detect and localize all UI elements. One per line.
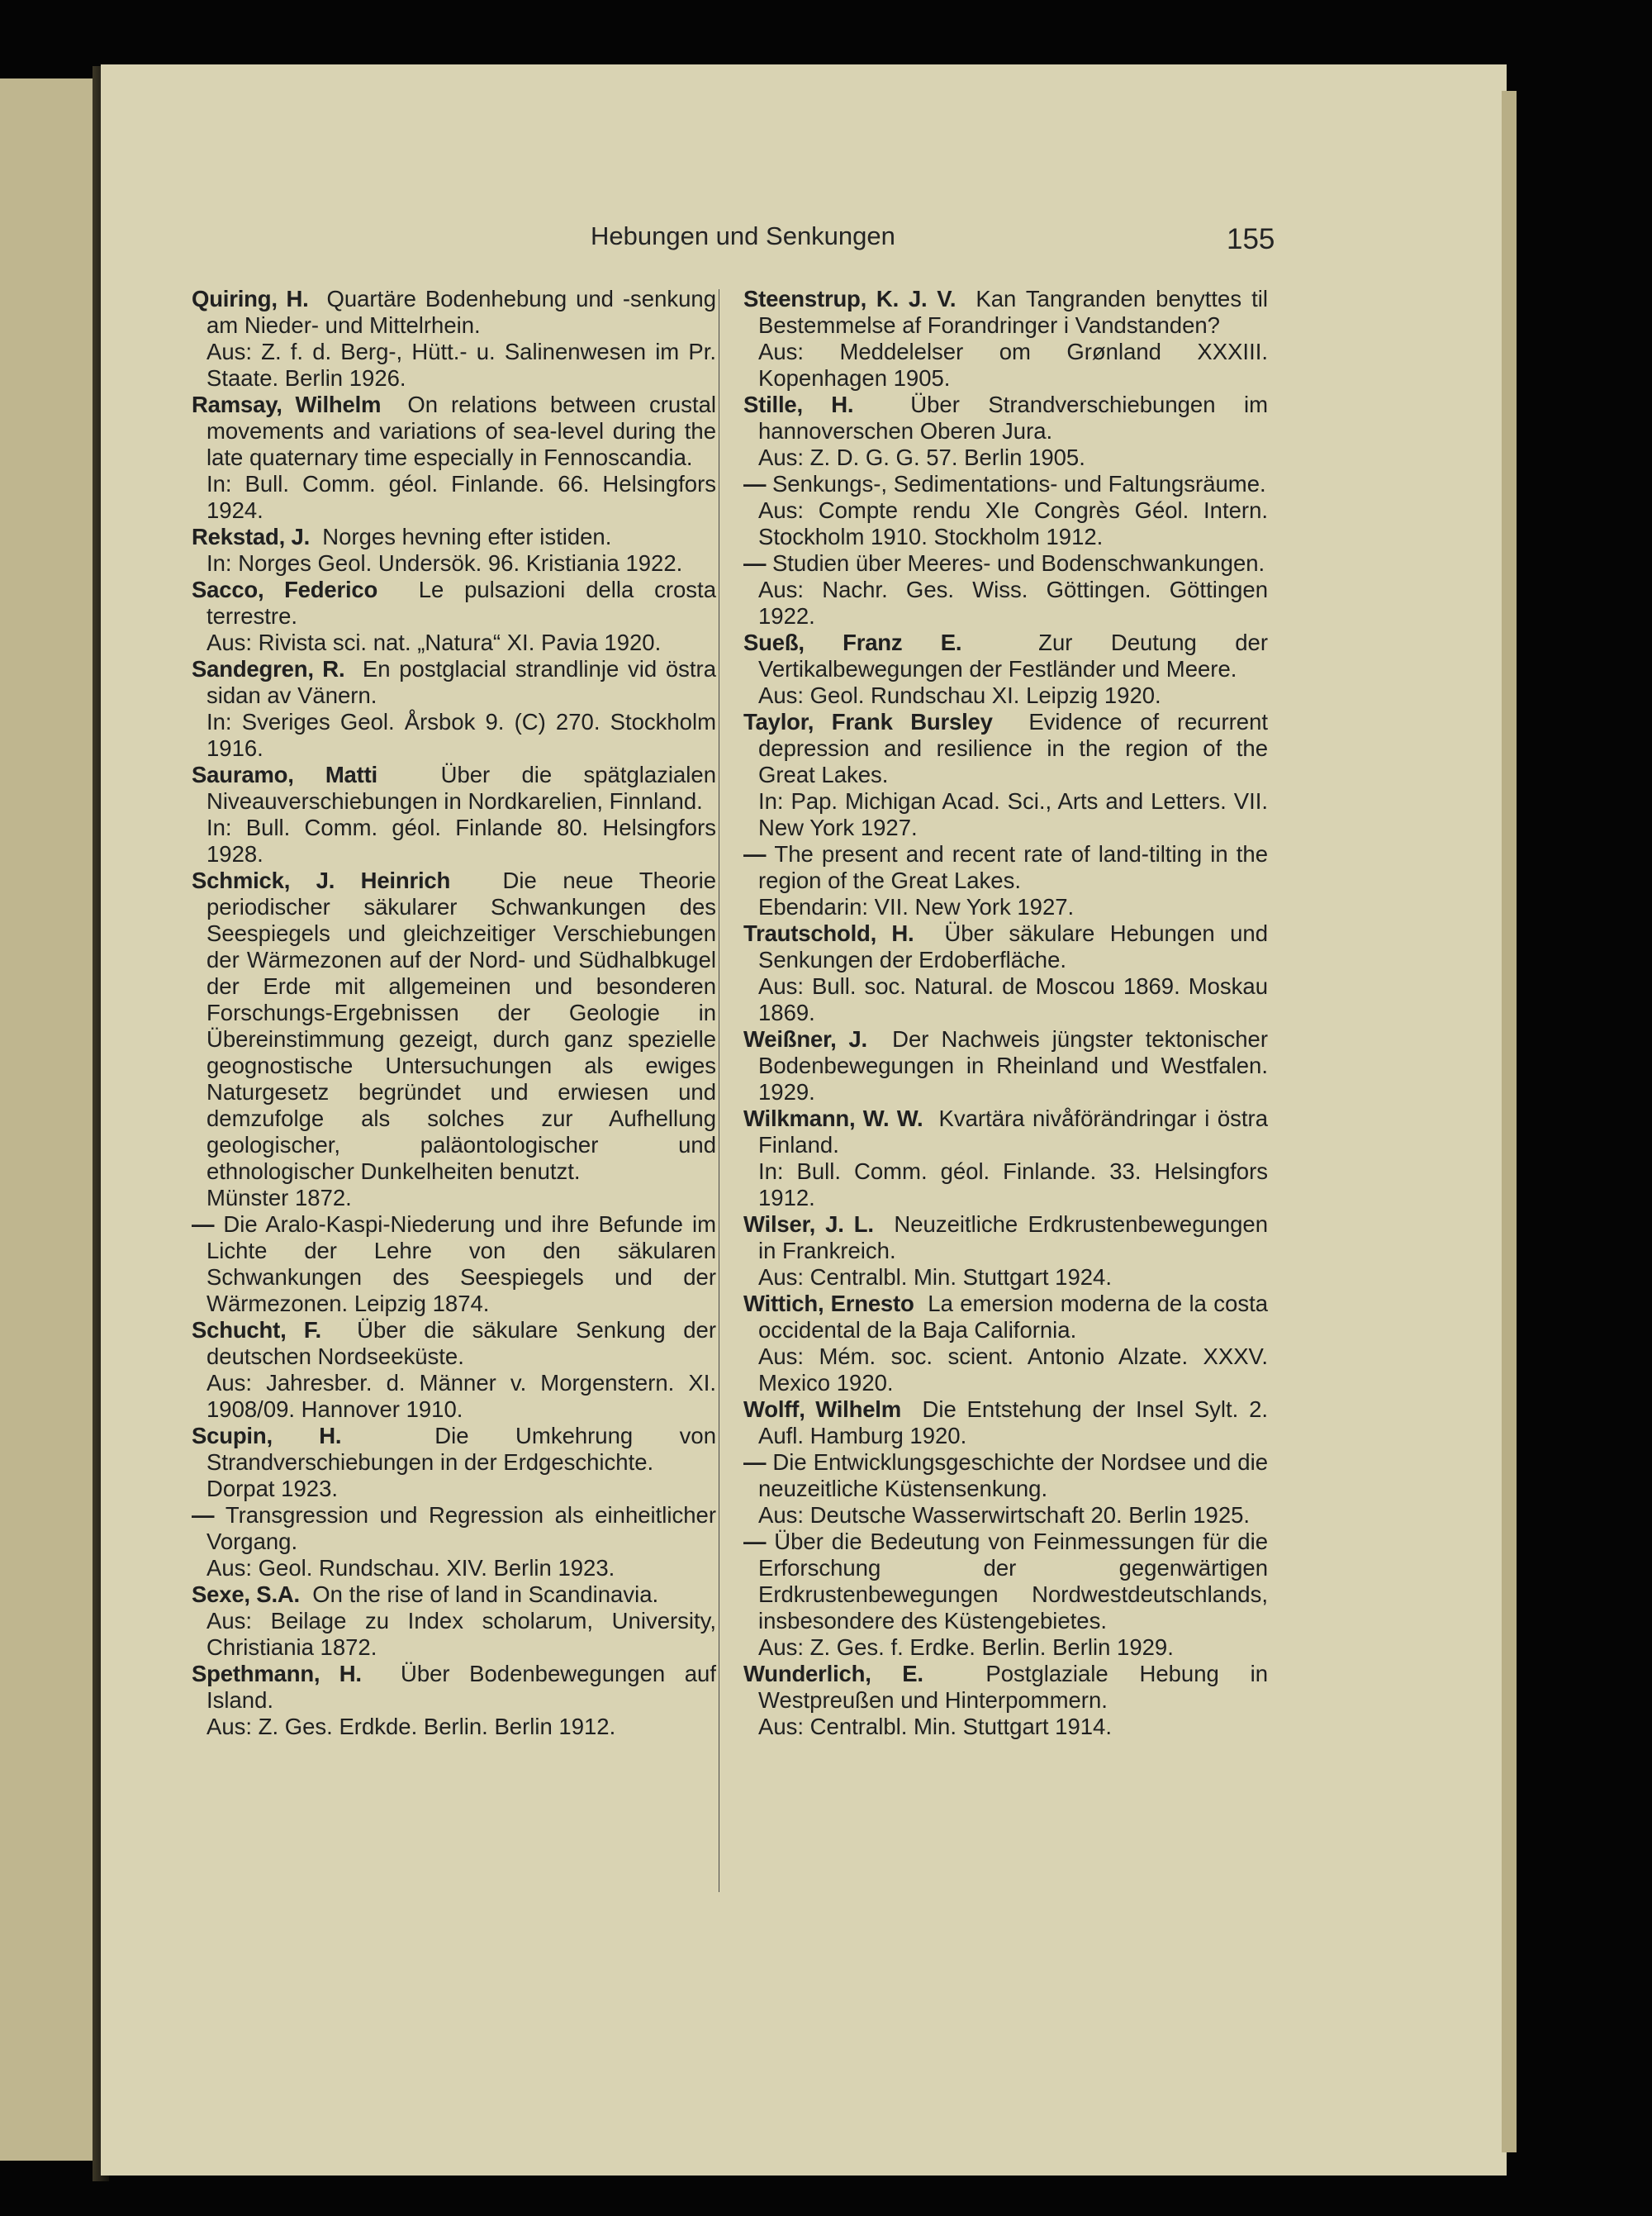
previous-page-edge [0, 78, 93, 2161]
bibliography-entry [743, 1291, 1268, 1396]
entry-author: Sauramo, Matti [192, 762, 377, 787]
entry-title: Über die spätglazialen Niveauverschiebungen in Nordkarelien, Finnland. [206, 762, 716, 814]
bibliography-entry [743, 550, 1268, 630]
bibliography-entry [743, 1026, 1268, 1106]
entry-title: Postglaziale Hebung in Westpreußen und Hinterpommern. [758, 1661, 1269, 1713]
entry-title: Die Umkehrung von Strandverschiebungen in der Erdgeschichte. [206, 1423, 717, 1475]
entry-source: Aus: Meddelelser om Grønland XXXIII. Kopenhagen 1905. [758, 339, 1268, 391]
bibliography-entry [192, 1502, 716, 1581]
bibliography-entry [192, 392, 716, 524]
bibliography-entry [743, 1211, 1268, 1291]
entry-author: Spethmann, H. [192, 1661, 362, 1686]
entry-author: Wilser, J. L. [743, 1211, 874, 1237]
entry-source: Aus: Z. f. d. Berg-, Hütt.- u. Salinenwesen im Pr. Staate. Berlin 1926. [206, 339, 716, 391]
entry-title: On the rise of land in Scandinavia. [312, 1581, 659, 1607]
entry-title: The present and recent rate of land-tilting in the region of the Great Lakes. [758, 841, 1268, 893]
bibliography-entry [743, 392, 1268, 471]
bibliography-entry [192, 1661, 716, 1740]
entry-author: — [192, 1502, 215, 1528]
entry-title: Zur Deutung der Vertikalbewegungen der Festländer und Meere. [758, 630, 1268, 682]
entry-title: Senkungs-, Sedimentations- und Faltungsräume. [771, 471, 1266, 497]
entry-author: — [743, 471, 767, 497]
entry-author: — [743, 1529, 767, 1554]
entry-source: In: Bull. Comm. géol. Finlande. 66. Helsingfors 1924. [206, 471, 716, 523]
entry-author: — [743, 841, 767, 867]
bibliography-entry [192, 656, 716, 762]
entry-source: Aus: Bull. soc. Natural. de Moscou 1869. Moskau 1869. [758, 973, 1268, 1025]
entry-source: Dorpat 1923. [206, 1476, 338, 1501]
entry-source: Aus: Nachr. Ges. Wiss. Göttingen. Göttingen 1922. [758, 577, 1268, 629]
entry-title: Kvartära nivåförändringar i östra Finland. [758, 1106, 1268, 1158]
entry-title: Der Nachweis jüngster tektonischer Bodenbewegungen in Rheinland und Westfalen. 1929. [758, 1026, 1268, 1105]
entry-author: Taylor, Frank Bursley [743, 709, 993, 735]
entry-source: Aus: Geol. Rundschau. XIV. Berlin 1923. [206, 1555, 615, 1581]
entry-source: Aus: Rivista sci. nat. „Natura“ XI. Pavia 1920. [206, 630, 662, 655]
entry-author: Trautschold, H. [743, 920, 914, 946]
entry-author: — [743, 550, 767, 576]
entry-title: Über säkulare Hebungen und Senkungen der Erdoberfläche. [758, 920, 1268, 972]
bibliography-entry [743, 1396, 1268, 1449]
entry-author: Wittich, Ernesto [743, 1291, 914, 1316]
bibliography-entry [192, 1317, 716, 1423]
entry-source: Aus: Deutsche Wasserwirtschaft 20. Berlin 1925. [758, 1502, 1251, 1528]
bibliography-entry [743, 920, 1268, 1026]
bibliography-entry [192, 524, 716, 577]
entry-author: — [743, 1449, 767, 1475]
entry-source: Aus: Beilage zu Index scholarum, University, Christiania 1872. [206, 1608, 716, 1660]
entry-author: Stille, H. [743, 392, 854, 417]
entry-title: Die Entstehung der Insel Sylt. 2. Aufl. Hamburg 1920. [758, 1396, 1269, 1448]
entry-author: Sandegren, R. [192, 656, 345, 682]
bibliography-entry [743, 709, 1268, 841]
page-number: 155 [1227, 223, 1275, 255]
bibliography-entry [192, 577, 716, 656]
bibliography-entry [192, 1423, 716, 1502]
bibliography-entry [743, 286, 1268, 392]
entry-title: Transgression und Regression als einheitlicher Vorgang. [206, 1502, 716, 1554]
entry-title: Evidence of recurrent depression and resilience in the region of the Great Lakes. [758, 709, 1268, 787]
entry-author: Schmick, J. Heinrich [192, 868, 451, 893]
entry-source: Aus: Geol. Rundschau XI. Leipzig 1920. [758, 682, 1161, 708]
entry-author: Ramsay, Wilhelm [192, 392, 382, 417]
entry-author: Wunderlich, E. [743, 1661, 923, 1686]
entry-source: Aus: Jahresber. d. Männer v. Morgenstern. XI. 1908/09. Hannover 1910. [206, 1370, 716, 1422]
entry-author: Schucht, F. [192, 1317, 321, 1343]
entry-title: Über die Bedeutung von Feinmessungen für die Erforschung der gegenwärtigen Erdkrustenbewegungen Nordwestdeutschlands, insbesondere des Küstengebietes. [758, 1529, 1268, 1633]
bibliography-entry [743, 630, 1268, 709]
entry-source: Ebendarin: VII. New York 1927. [758, 894, 1075, 920]
entry-source: In: Bull. Comm. géol. Finlande 80. Helsingfors 1928. [206, 815, 716, 867]
entry-author: Wolff, Wilhelm [743, 1396, 901, 1422]
entry-author: Scupin, H. [192, 1423, 342, 1448]
bibliography-entry [743, 471, 1268, 550]
entry-source: Aus: Centralbl. Min. Stuttgart 1914. [758, 1714, 1112, 1739]
entry-title: Die Entwicklungsgeschichte der Nordsee und die neuzeitliche Küstensenkung. [758, 1449, 1268, 1501]
bibliography-entry [743, 841, 1268, 920]
entry-source: Aus: Z. Ges. f. Erdke. Berlin. Berlin 1929. [758, 1634, 1174, 1660]
entry-title: On relations between crustal movements and variations of sea-level during the late quaternary time especially in Fennoscandia. [206, 392, 716, 470]
entry-source: Aus: Centralbl. Min. Stuttgart 1924. [758, 1264, 1112, 1290]
bibliography-entry [743, 1106, 1268, 1211]
bibliography-entry [192, 1211, 716, 1317]
entry-title: Kan Tangranden benyttes til Bestemmelse af Forandringer i Vandstanden? [758, 286, 1269, 338]
entry-author: Sueß, Franz E. [743, 630, 962, 655]
bibliography-entry [192, 1581, 716, 1661]
bibliography-entry [743, 1529, 1268, 1661]
entry-title: Neuzeitliche Erdkrustenbewegungen in Frankreich. [758, 1211, 1268, 1263]
entry-title: Über Strandverschiebungen im hannoverschen Oberen Jura. [758, 392, 1269, 444]
left-column [192, 286, 716, 1740]
bibliography-entry [192, 762, 716, 868]
entry-title: Norges hevning efter istiden. [322, 524, 612, 549]
entry-author: Sacco, Federico [192, 577, 378, 602]
entry-source: In: Norges Geol. Undersök. 96. Kristiania 1922. [206, 550, 683, 576]
entry-author: Wilkmann, W. W. [743, 1106, 923, 1131]
entry-source: Aus: Mém. soc. scient. Antonio Alzate. XXXV. Mexico 1920. [758, 1343, 1268, 1396]
running-title: Hebungen und Senkungen [591, 221, 895, 250]
entry-title: Über die säkulare Senkung der deutschen Nordseeküste. [206, 1317, 716, 1369]
entry-author: Steenstrup, K. J. V. [743, 286, 957, 311]
entry-source: Aus: Z. D. G. G. 57. Berlin 1905. [758, 445, 1085, 470]
bibliography-entry [192, 286, 716, 392]
entry-title: Die neue Theorie periodischer säkularer Schwankungen des Seespiegels und gleichzeitiger Verschiebungen der Wärmezonen auf der Nord- und Südhalbkugel der Erde mit allgemeinen und besonderen Forschungs-Ergebnissen der Geologie in Übereinstimmung gezeigt, durch ganz spezielle geognostische Untersuchungen als ewiges Naturgesetz begründet und erwiesen und demzufolge als solches zur Aufhellung geologischer, paläontologischer und ethnologischer Dunkelheiten benutzt. [206, 868, 717, 1184]
entry-title: Studien über Meeres- und Bodenschwankungen. [771, 550, 1265, 576]
entry-source: In: Bull. Comm. géol. Finlande. 33. Helsingfors 1912. [758, 1158, 1268, 1210]
right-column [743, 286, 1268, 1740]
entry-source: Aus: Z. Ges. Erdkde. Berlin. Berlin 1912. [206, 1714, 616, 1739]
entry-source: In: Pap. Michigan Acad. Sci., Arts and Letters. VII. New York 1927. [758, 788, 1268, 840]
entry-source: Aus: Compte rendu XIe Congrès Géol. Intern. Stockholm 1910. Stockholm 1912. [758, 497, 1268, 549]
entry-source: In: Sveriges Geol. Årsbok 9. (C) 270. Stockholm 1916. [206, 709, 716, 761]
entry-source: Münster 1872. [206, 1185, 352, 1210]
entry-author: Quiring, H. [192, 286, 309, 311]
entry-title: La emersion moderna de la costa occidental de la Baja California. [758, 1291, 1269, 1343]
entry-title: Die Aralo-Kaspi-Niederung und ihre Befunde im Lichte der Lehre von den säkularen Schwankungen des Seespiegels und der Wärmezonen. Leipzig 1874. [206, 1211, 716, 1316]
entry-title: Le pulsazioni della crosta terrestre. [206, 577, 716, 629]
entry-title: Über Bodenbewegungen auf Island. [206, 1661, 716, 1713]
bibliography-entry [192, 868, 716, 1211]
entry-title: En postglacial strandlinje vid östra sidan av Vänern. [206, 656, 716, 708]
entry-author: Sexe, S.A. [192, 1581, 300, 1607]
page-edge [1502, 91, 1517, 2152]
entry-author: Rekstad, J. [192, 524, 311, 549]
entry-author: — [192, 1211, 215, 1237]
bibliography-entry [743, 1449, 1268, 1529]
entry-title: Quartäre Bodenhebung und -senkung am Nieder- und Mittelrhein. [206, 286, 716, 338]
bibliography-entry [743, 1661, 1268, 1740]
entry-author: Weißner, J. [743, 1026, 867, 1052]
